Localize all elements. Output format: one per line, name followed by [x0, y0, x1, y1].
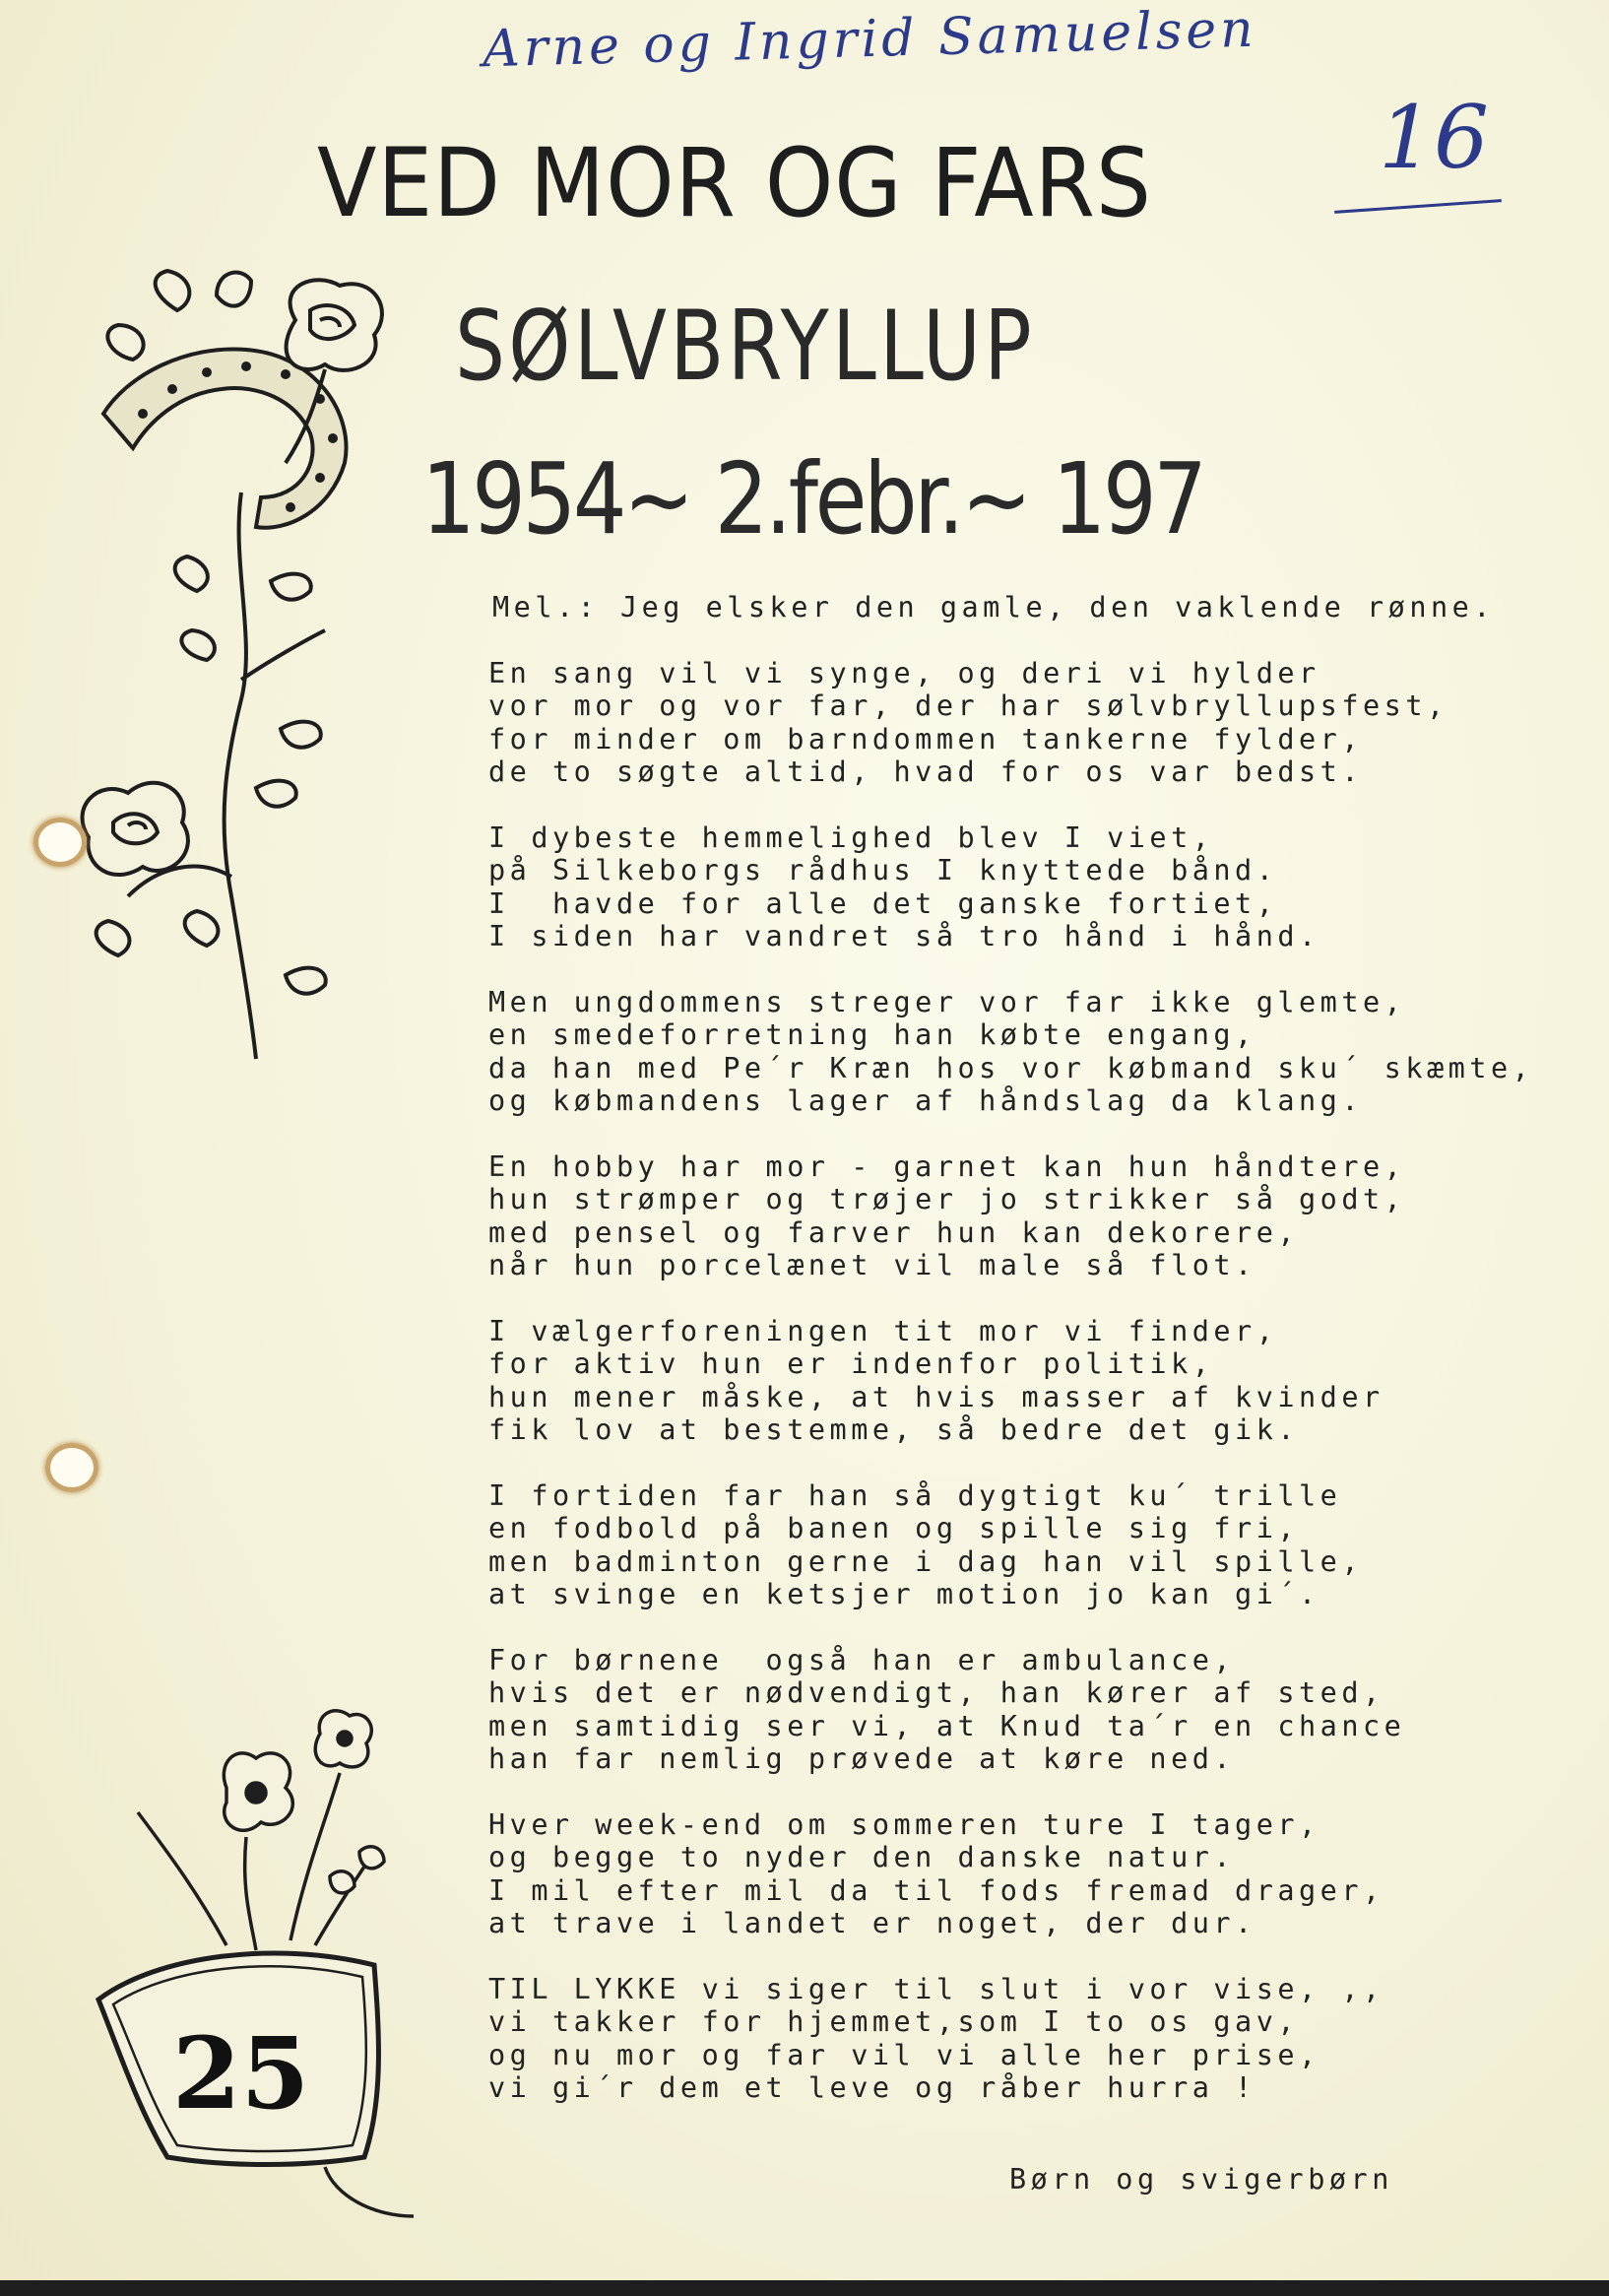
badge-number: 25: [172, 2015, 310, 2132]
poem-stanza: [488, 821, 1542, 953]
poem-line: vi takker for hjemmet,som I to os gav,: [488, 2005, 1300, 2038]
poem: [488, 591, 1542, 2137]
poem-line: og begge to nyder den danske natur.: [488, 1841, 1236, 1873]
poem-line: En hobby har mor - garnet kan hun håndtere,: [488, 1149, 1406, 1183]
poem-line: Men ungdommens streger vor far ikke glemte,: [488, 985, 1406, 1018]
poem-line: når hun porcelænet vil male så flot.: [488, 1249, 1256, 1281]
poem-line: og nu mor og far vil vi alle her prise,: [488, 2038, 1320, 2071]
poem-line: på Silkeborgs rådhus I knyttede bånd.: [488, 854, 1278, 886]
punch-hole-upper: [33, 818, 87, 867]
title-line-2: SØLVBRYLLUP: [455, 291, 1035, 403]
melody-line: Mel.: Jeg elsker den gamle, den vaklende rønne.: [492, 591, 1495, 623]
poem-stanza: [488, 1315, 1542, 1447]
poem-line: hvis det er nødvendigt, han kører af sted,: [488, 1676, 1384, 1709]
poem-line: vi gi´r dem et leve og råber hurra !: [488, 2071, 1256, 2104]
poem-line: I mil efter mil da til fods fremad drager,: [488, 1873, 1384, 1907]
poem-line: I havde for alle det ganske fortiet,: [488, 886, 1278, 920]
poem-line: de to søgte altid, hvad for os var bedst.: [488, 755, 1363, 788]
poem-line: han far nemlig prøvede at køre ned.: [488, 1742, 1236, 1775]
poem-line: da han med Pe´r Kræn hos vor købmand sku´ skæmte,: [488, 1051, 1534, 1084]
poem-line: for minder om barndommen tankerne fylder,: [488, 722, 1363, 755]
poem-line: vor mor og vor far, der har sølvbryllupsfest,: [488, 689, 1448, 722]
horseshoe-roses-icon: [59, 266, 453, 1083]
poem-stanza: [488, 1644, 1542, 1776]
poem-line: men badminton gerne i dag han vil spille,: [488, 1544, 1363, 1578]
poem-line: fik lov at bestemme, så bedre det gik.: [488, 1413, 1300, 1446]
title-line-3: 1954~ 2.febr.~ 197: [421, 441, 1204, 557]
poem-line: og købmandens lager af håndslag da klang.: [488, 1084, 1363, 1117]
signature: Børn og svigerbørn: [1009, 2163, 1393, 2196]
poem-stanza: [488, 1808, 1542, 1940]
poem-line: For børnene også han er ambulance,: [488, 1643, 1236, 1676]
poem-line: Hver week-end om sommeren ture I tager,: [488, 1807, 1320, 1841]
poem-stanza: [488, 1479, 1542, 1611]
handwritten-page-number: 16: [1379, 87, 1489, 188]
poem-line: for aktiv hun er indenfor politik,: [488, 1347, 1214, 1380]
poem-line: hun mener måske, at hvis masser af kvinder: [488, 1380, 1384, 1413]
scan-bottom-edge: [0, 2280, 1609, 2296]
page-number-underline: [1334, 199, 1502, 214]
poem-line: at trave i landet er noget, der dur.: [488, 1907, 1256, 1939]
poem-line: med pensel og farver hun kan dekorere,: [488, 1215, 1300, 1249]
poem-line: en fodbold på banen og spille sig fri,: [488, 1512, 1300, 1544]
poem-line: I dybeste hemmelighed blev I viet,: [488, 820, 1214, 854]
flowers-25-shield-icon: [79, 1704, 473, 2246]
poem-line: men samtidig ser vi, at Knud ta´r en chance: [488, 1709, 1406, 1742]
poem-line: I fortiden far han så dygtigt ku´ trille: [488, 1478, 1342, 1512]
poem-line: I vælgerforeningen tit mor vi finder,: [488, 1314, 1278, 1347]
poem-stanza: [488, 657, 1542, 789]
poem-line: En sang vil vi synge, og deri vi hylder: [488, 656, 1320, 689]
punch-hole-lower: [45, 1443, 98, 1492]
poem-stanza: [488, 1150, 1542, 1282]
handwritten-names: Arne og Ingrid Samuelsen: [482, 0, 1258, 80]
poem-line: at svinge en ketsjer motion jo kan gi´.: [488, 1578, 1320, 1610]
poem-line: I siden har vandret så tro hånd i hånd.: [488, 920, 1320, 952]
poem-line: hun strømper og trøjer jo strikker så godt,: [488, 1183, 1406, 1215]
poem-stanza: [488, 1973, 1542, 2105]
poem-stanza: [488, 986, 1542, 1118]
title-line-1: VED MOR OG FARS: [317, 128, 1152, 238]
poem-line: en smedeforretning han købte engang,: [488, 1018, 1256, 1051]
poem-stanzas: [488, 657, 1542, 2105]
poem-line: TIL LYKKE vi siger til slut i vor vise, ,,: [488, 1972, 1384, 2005]
